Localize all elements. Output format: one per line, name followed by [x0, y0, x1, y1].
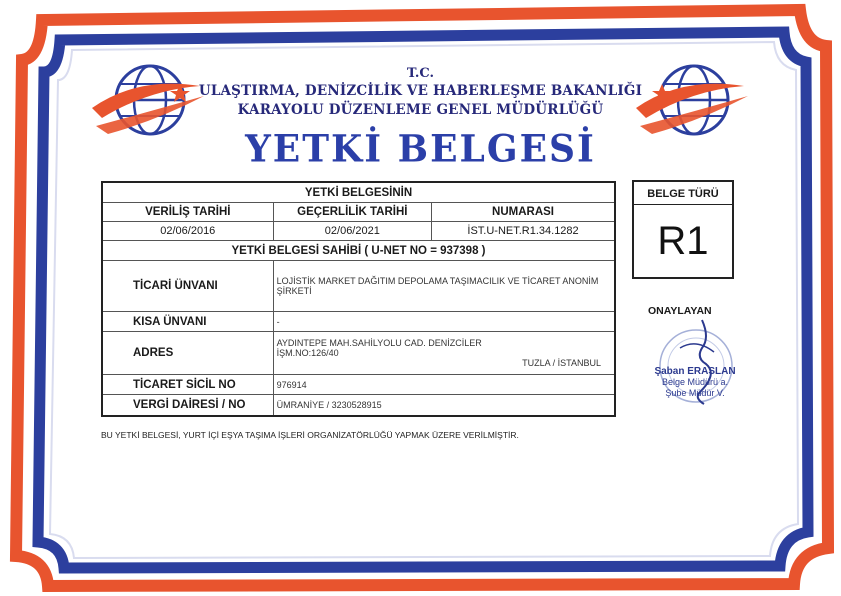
- document-type-value: R1: [657, 219, 709, 263]
- approver-title-1: Belge Müdürü a.: [661, 377, 729, 387]
- tax-office-value: ÜMRANİYE / 3230528915: [273, 395, 615, 417]
- holder-title: YETKİ BELGESİ SAHİBİ ( U-NET NO = 937398 ): [102, 241, 615, 261]
- header-directorate: KARAYOLU DÜZENLEME GENEL MÜDÜRLÜĞÜ: [237, 102, 604, 118]
- table-row: [102, 241, 615, 261]
- approver-title-2: Şube Müdür V.: [665, 388, 725, 398]
- document-type-label: BELGE TÜRÜ: [634, 182, 732, 205]
- short-name-value: -: [273, 312, 615, 332]
- table-row: [102, 182, 615, 203]
- address-city-value: TUZLA / İSTANBUL: [522, 358, 601, 368]
- short-name-label: KISA ÜNVANI: [102, 312, 273, 332]
- table-row: [102, 222, 615, 241]
- document-type-box: [632, 180, 734, 279]
- approval-label: ONAYLAYAN: [648, 305, 712, 317]
- document-title: YETKİ BELGESİ: [245, 126, 596, 172]
- trade-name-label: TİCARİ ÜNVANI: [102, 261, 273, 312]
- address-cell: [273, 332, 615, 375]
- certificate-number-value: İST.U-NET.R1.34.1282: [432, 222, 615, 241]
- table-row: [102, 312, 615, 332]
- column-header-number: NUMARASI: [432, 203, 615, 222]
- table-row: [102, 261, 615, 312]
- tax-office-label: VERGİ DAİRESİ / NO: [102, 395, 273, 417]
- address-value: AYDINTEPE MAH.SAHİLYOLU CAD. DENİZCİLER İŞM.NO:126/40: [276, 338, 482, 358]
- header-tc: T.C.: [406, 66, 435, 81]
- trade-registry-value: 976914: [273, 375, 615, 395]
- column-header-validity-date: GEÇERLİLİK TARİHİ: [273, 203, 431, 222]
- header-ministry: ULAŞTIRMA, DENİZCİLİK VE HABERLEŞME BAKANLIĞI: [198, 83, 643, 99]
- approver-name: Şaban ERASLAN: [654, 366, 736, 377]
- validity-date-value: 02/06/2021: [273, 222, 431, 241]
- table-row: [102, 375, 615, 395]
- table-row: [102, 203, 615, 222]
- issue-date-value: 02/06/2016: [102, 222, 273, 241]
- trade-registry-label: TİCARET SİCİL NO: [102, 375, 273, 395]
- certificate-table: [101, 181, 616, 417]
- address-label: ADRES: [102, 332, 273, 375]
- footer-statement: BU YETKİ BELGESİ, YURT İÇİ EŞYA TAŞIMA İŞLERİ ORGANİZATÖRLÜĞÜ YAPMAK ÜZERE VERİLMİŞTİR.: [101, 430, 519, 440]
- table-row: [102, 395, 615, 417]
- column-header-issue-date: VERİLİŞ TARİHİ: [102, 203, 273, 222]
- signature-block: [640, 366, 750, 399]
- trade-name-value: LOJİSTİK MARKET DAĞITIM DEPOLAMA TAŞIMACILIK VE TİCARET ANONİM ŞİRKETİ: [273, 261, 615, 312]
- table-row: [102, 332, 615, 375]
- section-title: YETKİ BELGESİNİN: [102, 182, 615, 203]
